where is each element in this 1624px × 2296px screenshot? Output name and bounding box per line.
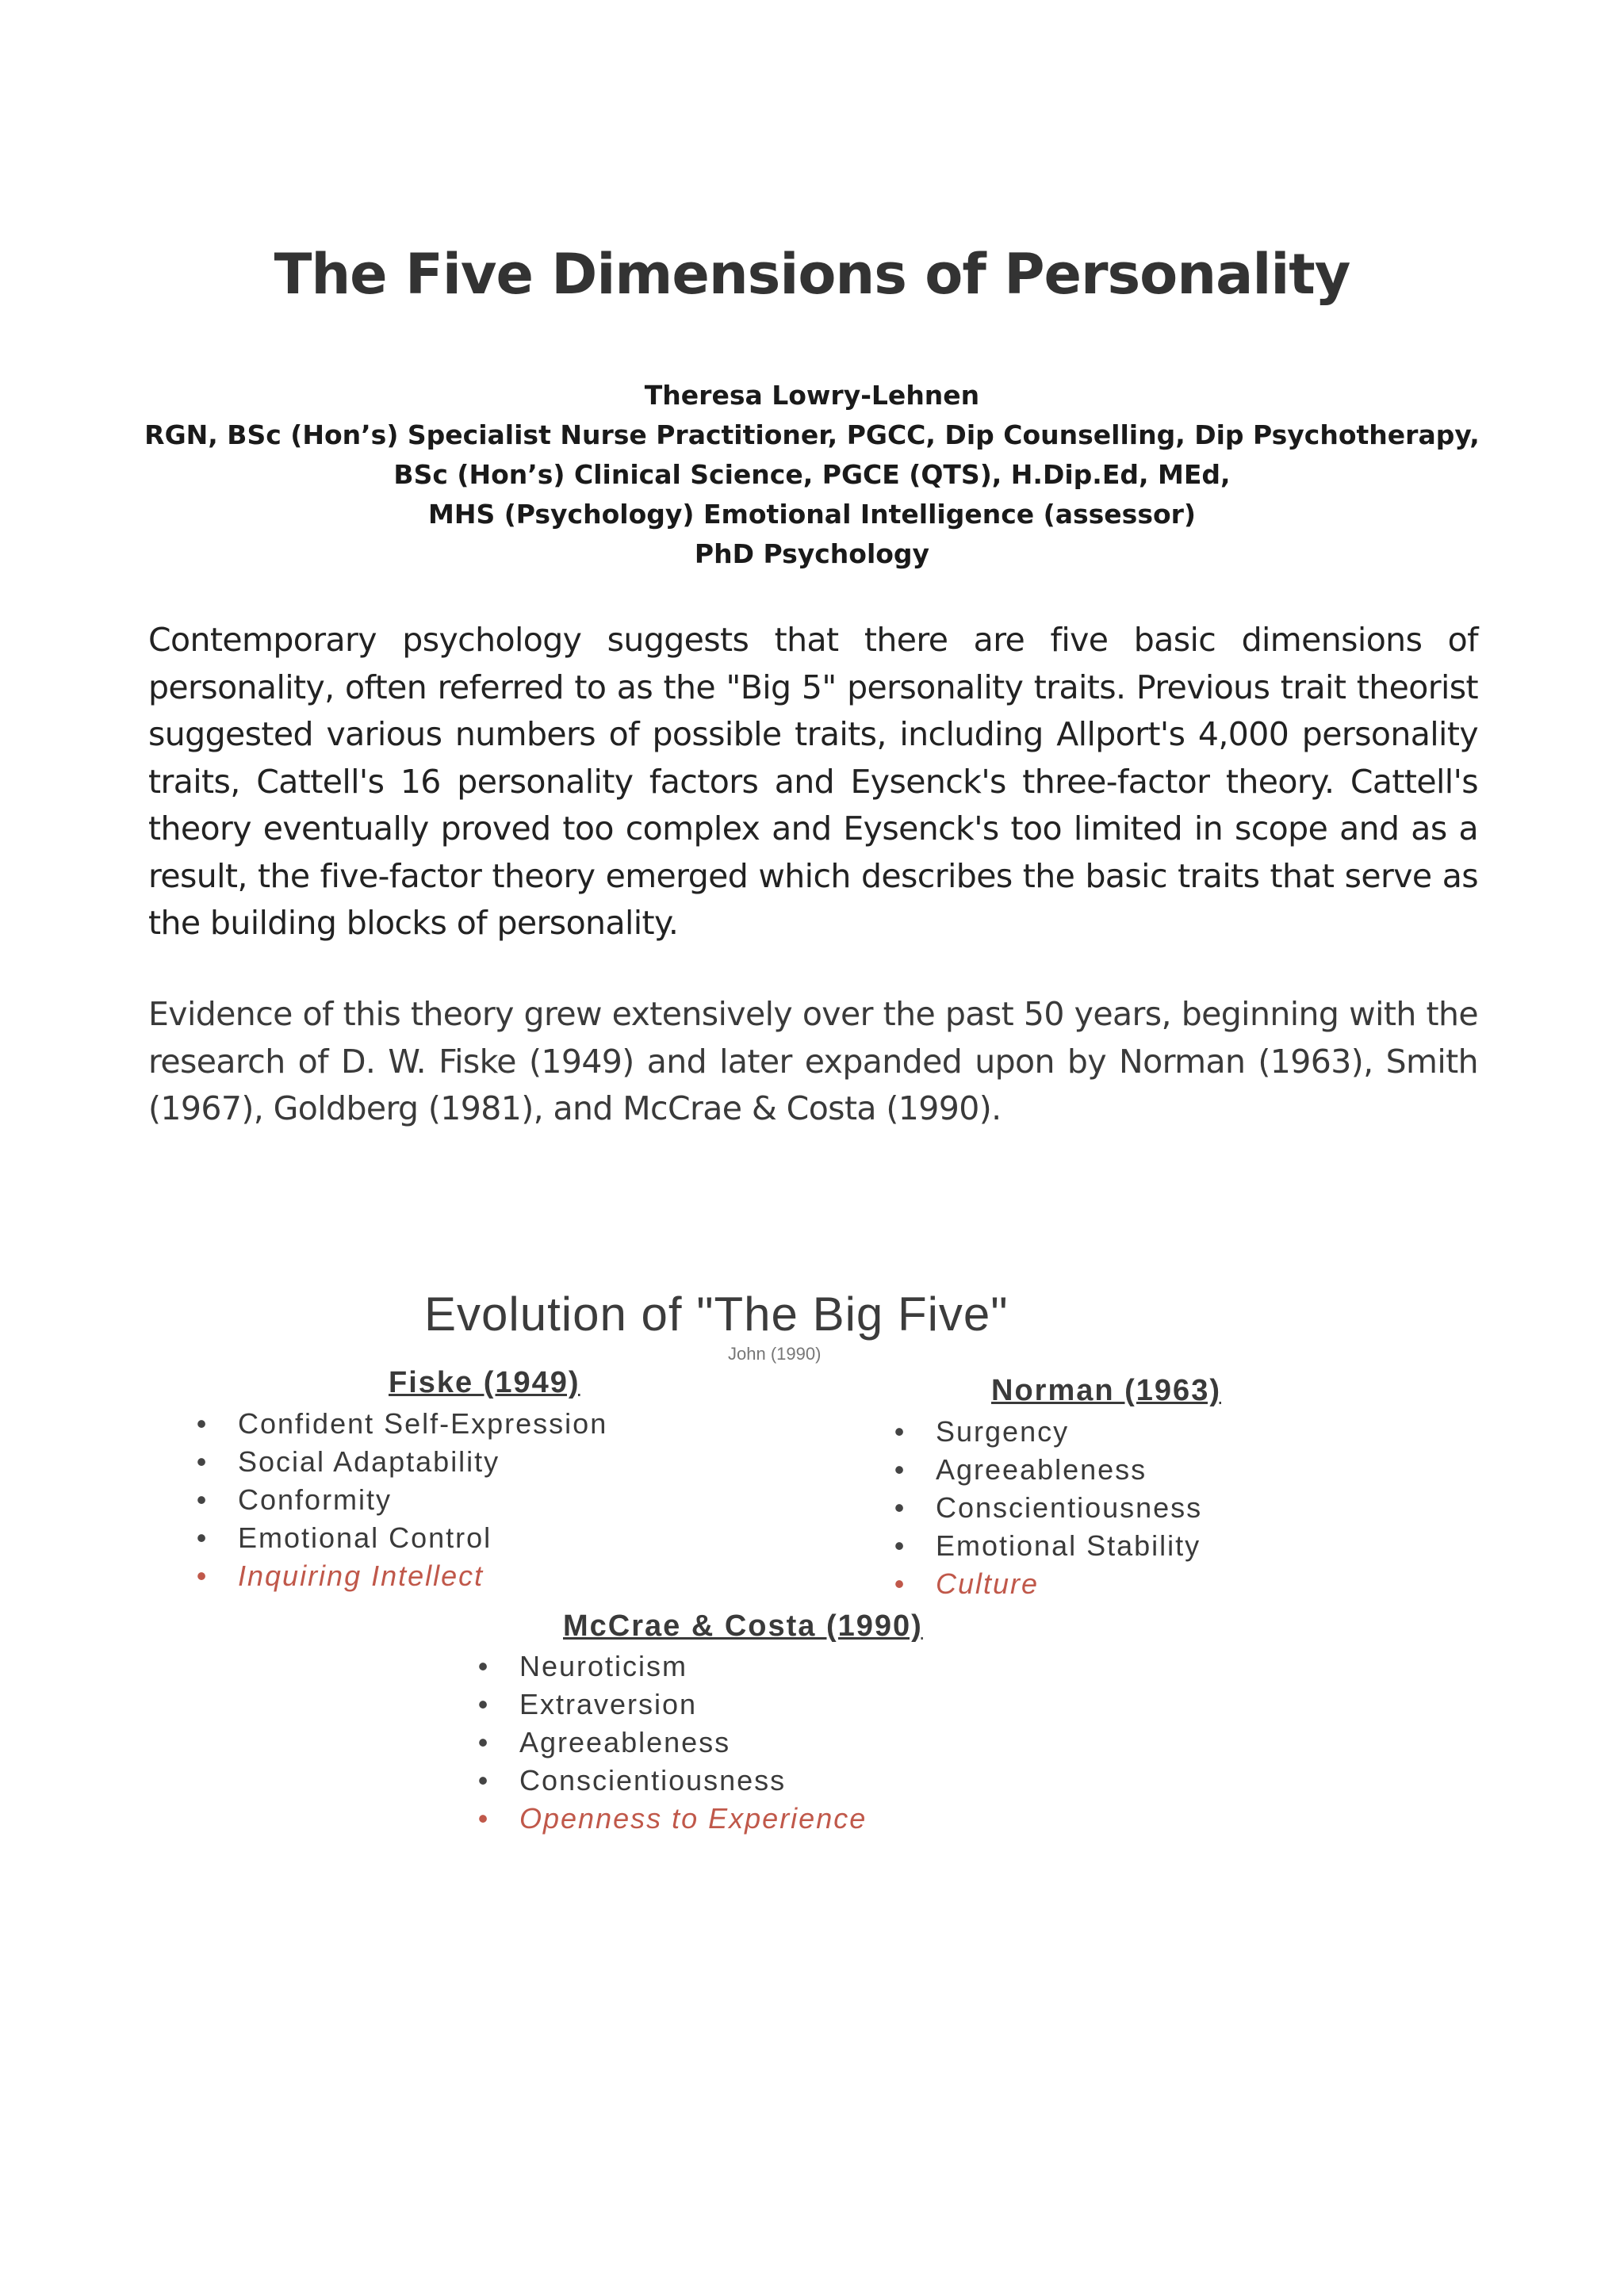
list-item: • Emotional Stability xyxy=(888,1527,1202,1565)
bullet-icon: • xyxy=(894,1529,906,1562)
figure-title: Evolution of "The Big Five" xyxy=(424,1288,1009,1341)
list-item-highlighted: • Inquiring Intellect xyxy=(190,1557,607,1595)
bullet-icon: • xyxy=(196,1483,209,1516)
bullet-icon: • xyxy=(196,1521,209,1554)
list-item: • Social Adaptability xyxy=(190,1443,607,1481)
author-credentials-line: RGN, BSc (Hon’s) Specialist Nurse Practitioner, PGCC, Dip Counselling, Dip Psychotherapy, xyxy=(144,419,1480,450)
author-credentials-line: PhD Psychology xyxy=(694,538,930,569)
bullet-icon: • xyxy=(477,1802,490,1835)
bullet-icon: • xyxy=(894,1453,906,1486)
list-item: • Agreeableness xyxy=(888,1451,1202,1489)
list-item: • Neuroticism xyxy=(472,1647,867,1686)
bullet-icon: • xyxy=(477,1764,490,1797)
list-item: • Conscientiousness xyxy=(472,1762,867,1800)
norman-heading: Norman (1963) xyxy=(991,1374,1221,1407)
body-paragraph: Evidence of this theory grew extensively over the past 50 years, beginning with the research of D. W. Fiske (1949) and later expanded upon by Norman (1963), Smith (1967), Goldberg (1981), and McCrae & Costa (1990). xyxy=(148,995,1478,1127)
author-credentials-line: MHS (Psychology) Emotional Intelligence (assessor) xyxy=(427,499,1196,530)
fiske-heading: Fiske (1949) xyxy=(389,1366,580,1399)
big-five-evolution-figure xyxy=(151,1269,1324,1847)
list-item: • Conscientiousness xyxy=(888,1489,1202,1527)
bullet-icon: • xyxy=(894,1491,906,1524)
author-name: Theresa Lowry-Lehnen xyxy=(644,380,980,411)
author-credentials-line: BSc (Hon’s) Clinical Science, PGCE (QTS), H.Dip.Ed, MEd, xyxy=(393,459,1231,490)
list-item: • Surgency xyxy=(888,1413,1202,1451)
list-item: • Confident Self-Expression xyxy=(190,1405,607,1443)
bullet-icon: • xyxy=(894,1415,906,1448)
list-item: • Emotional Control xyxy=(190,1519,607,1557)
bullet-icon: • xyxy=(196,1445,209,1478)
mccrae-costa-heading: McCrae & Costa (1990) xyxy=(563,1609,923,1643)
bullet-icon: • xyxy=(196,1559,209,1592)
mccrae-costa-list xyxy=(472,1647,867,1838)
bullet-icon: • xyxy=(196,1407,209,1440)
bullet-icon: • xyxy=(477,1726,490,1758)
body-paragraph: Contemporary psychology suggests that there are five basic dimensions of personality, often referred to as the "Big 5" personality traits. Previous trait theorist suggested various numbers of possible traits, including Allport's 4,000 personality traits, Cattell's 16 personality factors and Eysenck's three-factor theory. Cattell's theory eventually proved too complex and Eysenck's too limited in scope and as a result, the five-factor theory emerged which describes the basic traits that serve as the building blocks of personality. xyxy=(148,621,1478,942)
norman-list xyxy=(888,1413,1202,1603)
list-item: • Conformity xyxy=(190,1481,607,1519)
document-title: The Five Dimensions of Personality xyxy=(274,242,1350,307)
list-item: • Agreeableness xyxy=(472,1724,867,1762)
bullet-icon: • xyxy=(894,1567,906,1600)
figure-subtitle: John (1990) xyxy=(728,1344,822,1364)
list-item-highlighted: • Culture xyxy=(888,1565,1202,1603)
fiske-list xyxy=(190,1405,607,1595)
author-block xyxy=(0,376,1624,574)
bullet-icon: • xyxy=(477,1650,490,1682)
bullet-icon: • xyxy=(477,1688,490,1720)
list-item: • Extraversion xyxy=(472,1686,867,1724)
list-item-highlighted: • Openness to Experience xyxy=(472,1800,867,1838)
